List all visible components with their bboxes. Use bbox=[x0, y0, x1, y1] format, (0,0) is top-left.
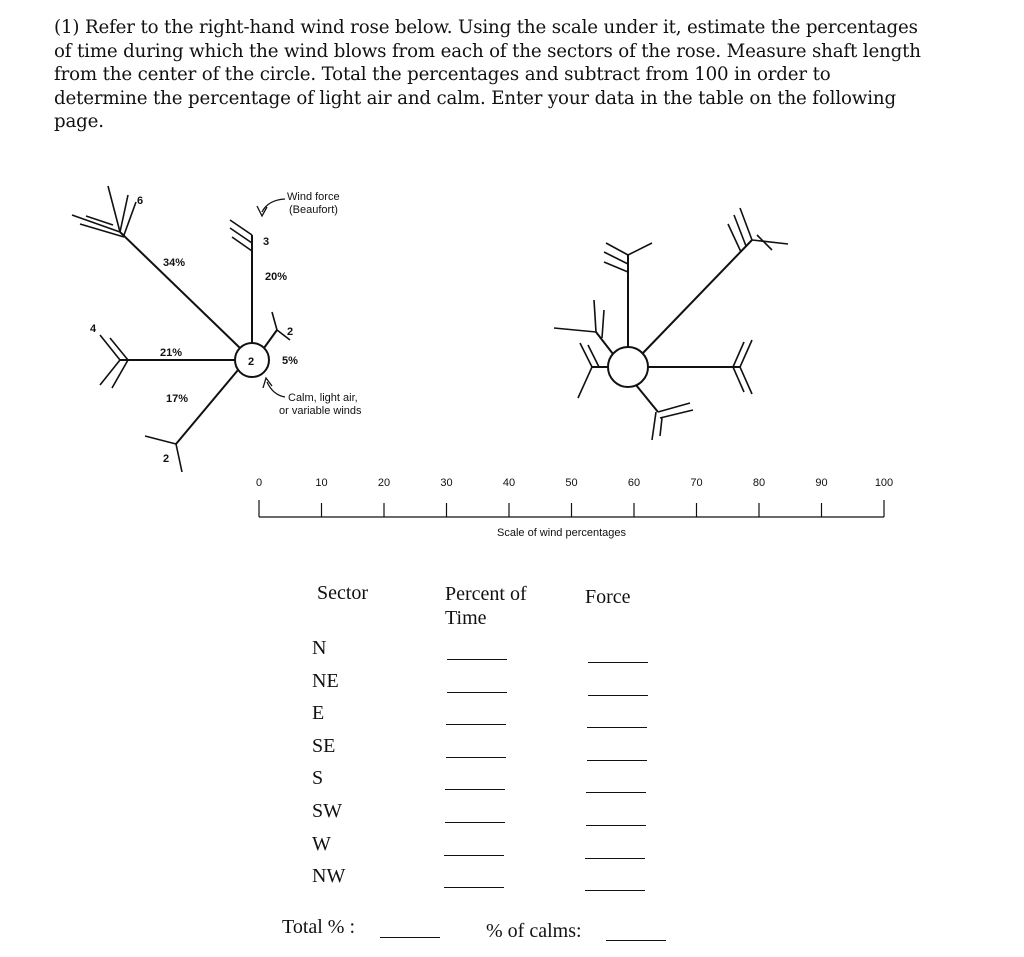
scale-tick-label: 80 bbox=[752, 477, 766, 489]
exercise-shaft-w bbox=[578, 343, 608, 398]
exercise-shaft-n bbox=[604, 243, 652, 347]
scale-tick-label: 0 bbox=[255, 477, 263, 489]
n-percent-label: 20% bbox=[265, 271, 288, 283]
w-percent-label: 21% bbox=[160, 347, 183, 359]
percent-blank[interactable] bbox=[447, 659, 507, 660]
scale-tick-label: 30 bbox=[440, 477, 453, 489]
percent-blank[interactable] bbox=[446, 757, 506, 758]
wind-rose-figure bbox=[0, 160, 1024, 560]
header-sector: Sector bbox=[317, 582, 369, 604]
nw-percent-label: 34% bbox=[163, 257, 186, 269]
sector-label: SE bbox=[312, 734, 336, 757]
scale-tick-label: 60 bbox=[627, 477, 641, 489]
force-blank[interactable] bbox=[587, 760, 647, 761]
beaufort-label: (Beaufort) bbox=[289, 204, 338, 216]
percent-blank[interactable] bbox=[447, 692, 507, 693]
force-blank[interactable] bbox=[588, 662, 648, 663]
exercise-shaft-se bbox=[636, 385, 693, 440]
ne-force-label: 2 bbox=[287, 326, 294, 338]
example-shaft-w bbox=[100, 335, 235, 388]
calm-label-line2: or variable winds bbox=[279, 405, 362, 417]
sw-force-label: 2 bbox=[163, 453, 170, 465]
total-blank[interactable] bbox=[380, 937, 440, 938]
data-table bbox=[0, 560, 1024, 957]
scale-tick-label: 100 bbox=[874, 477, 894, 489]
sector-label: NE bbox=[312, 669, 339, 692]
header-percent-line2: Time bbox=[445, 607, 487, 629]
scale-title: Scale of wind percentages bbox=[497, 527, 627, 539]
scale-tick-label: 10 bbox=[315, 477, 328, 489]
force-blank[interactable] bbox=[586, 825, 646, 826]
exercise-shaft-nw bbox=[554, 300, 613, 354]
exercise-rose-center-circle bbox=[608, 347, 648, 387]
nw-force-label: 6 bbox=[137, 195, 144, 207]
w-force-label: 4 bbox=[90, 323, 97, 335]
force-blank[interactable] bbox=[586, 792, 646, 793]
force-blank[interactable] bbox=[585, 890, 645, 891]
force-blank[interactable] bbox=[587, 727, 647, 728]
calms-label: % of calms: bbox=[486, 920, 582, 942]
calm-pointer bbox=[267, 382, 285, 397]
ne-percent-label: 5% bbox=[282, 355, 298, 367]
total-label: Total % : bbox=[282, 916, 356, 938]
sector-label: S bbox=[312, 767, 324, 790]
wind-force-label: Wind force bbox=[287, 191, 340, 203]
scale-tick-label: 70 bbox=[690, 477, 703, 489]
force-blank[interactable] bbox=[585, 858, 645, 859]
calms-blank[interactable] bbox=[606, 940, 666, 941]
header-percent-line1: Percent of bbox=[445, 583, 527, 605]
exercise-shaft-e bbox=[648, 340, 752, 394]
example-wind-rose bbox=[72, 186, 362, 472]
sector-label: E bbox=[312, 702, 325, 725]
sector-label: SW bbox=[312, 800, 342, 822]
sector-label: W bbox=[312, 832, 331, 855]
calm-label-line1: Calm, light air, bbox=[288, 392, 358, 404]
scale-tick-label: 50 bbox=[565, 477, 578, 489]
example-shaft-nw bbox=[72, 186, 240, 348]
exercise-shaft-ne bbox=[643, 208, 788, 353]
percent-blank[interactable] bbox=[444, 887, 504, 888]
percent-blank[interactable] bbox=[444, 855, 504, 856]
sw-percent-label: 17% bbox=[166, 393, 189, 405]
sector-label: N bbox=[312, 637, 327, 659]
scale-tick-label: 90 bbox=[815, 477, 828, 489]
scale-tick-label: 20 bbox=[377, 477, 391, 489]
scale-tick-label: 40 bbox=[502, 477, 516, 489]
exercise-wind-rose bbox=[554, 208, 788, 440]
force-blank[interactable] bbox=[588, 695, 648, 696]
sector-label: NW bbox=[312, 865, 346, 888]
example-shaft-sw bbox=[145, 370, 238, 472]
percent-blank[interactable] bbox=[446, 724, 506, 725]
header-force: Force bbox=[585, 586, 631, 608]
example-center-force: 2 bbox=[248, 356, 255, 368]
percentage-scale bbox=[256, 477, 893, 539]
instructions-text: (1) Refer to the right-hand wind rose below. Using the scale under it, estimate the percentages of time during which the wind blows from each of the sectors of the rose. Measure shaft length from the center of the circle. Total the percentages and subtract from 100 in order to determine the percentage of light air and calm. Enter your data in the table on the following page. bbox=[54, 17, 921, 133]
n-force-label: 3 bbox=[263, 236, 270, 248]
percent-blank[interactable] bbox=[445, 822, 505, 823]
example-shaft-n bbox=[230, 220, 252, 343]
percent-blank[interactable] bbox=[445, 789, 505, 790]
